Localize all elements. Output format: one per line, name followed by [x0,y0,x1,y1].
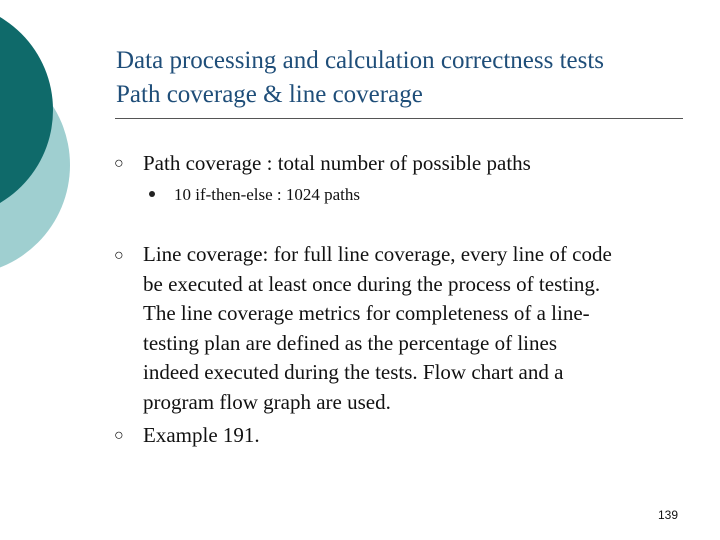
bullet-line: Line coverage: for full line coverage, every line of code [143,242,612,266]
title-line-1: Data processing and calculation correctness tests [116,47,605,74]
bullet-line: testing plan are defined as the percentage of lines [143,330,557,355]
sub-bullet-if-then-else: 10 if-then-else : 1024 paths [174,185,361,204]
bullet-line: indeed executed during the tests. Flow chart and a [143,360,564,384]
bullet-line-coverage [143,240,703,417]
bullet-line: program flow graph are used. [143,389,391,414]
title-line-2: Path coverage & line coverage [116,81,423,108]
bullet-line: The line coverage metrics for completeness of a line- [143,301,590,325]
title-divider [115,118,683,119]
filled-dot-icon [149,191,155,197]
hollow-circle-icon: ○ [114,155,124,172]
bullet-line: be executed at least once during the process of testing. [143,271,601,296]
bullet-example: Example 191. [143,423,260,447]
hollow-circle-icon: ○ [114,247,124,264]
decorative-circles [0,0,110,290]
page-number: 139 [657,508,678,522]
hollow-circle-icon: ○ [114,427,124,444]
slide-title [116,44,696,112]
bullet-path-coverage: Path coverage : total number of possible paths [143,151,531,175]
